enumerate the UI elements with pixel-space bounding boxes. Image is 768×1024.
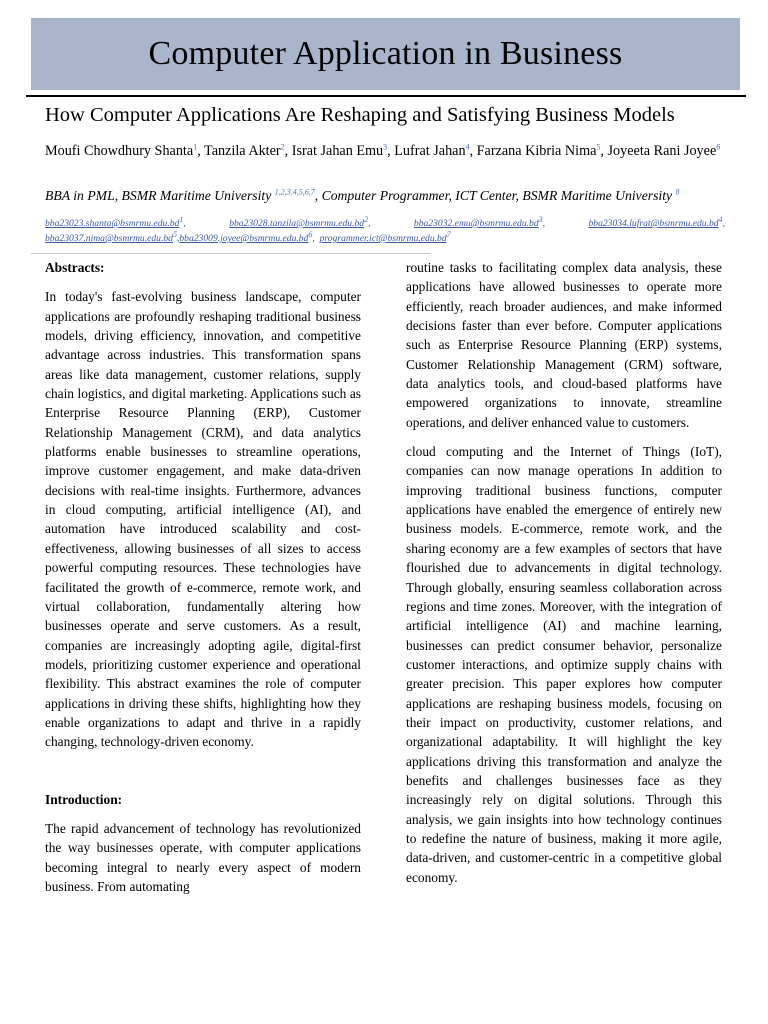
journal-banner — [31, 18, 740, 90]
affiliation-2: Computer Programmer, ICT Center, BSMR Maritime University — [321, 188, 673, 203]
author-name: Lufrat Jahan — [394, 143, 466, 159]
email-sup: 3 — [538, 214, 543, 224]
introduction-paragraph-1-start: The rapid advancement of technology has revolutionized the way businesses operate, with computer applications becoming integral to nearly every aspect of modern business. From automating — [45, 820, 361, 894]
author-sup: 2 — [280, 142, 285, 152]
author-sup: 1 — [193, 142, 198, 152]
email-link[interactable]: bba23009.joyee@bsmrmu.edu.bd — [179, 233, 309, 244]
author-list: Moufi Chowdhury Shanta$^1$, Tanzila Akter$^2$, Israt Jahan Emu$^3$, Lufrat Jahan$^4$, Farzana Kibria Nima$^5$, Joyeeta Rani Joyee$^6$ — [45, 142, 721, 159]
email-link[interactable]: bba23034.lufrat@bsmrmu.edu.bd — [588, 218, 719, 229]
author-sup: 5 — [596, 142, 601, 152]
section-divider — [31, 253, 431, 254]
author-name: Tanzila Akter — [204, 143, 281, 159]
email-link[interactable]: bba23023.shanta@bsmrmu.edu.bd — [45, 218, 180, 229]
author-sup: 6 — [716, 142, 721, 152]
email-link[interactable]: bba23032.emu@bsmrmu.edu.bd — [413, 218, 539, 229]
email-link[interactable]: bba23028.tanzila@bsmrmu.edu.bd — [229, 218, 365, 229]
author-name: Israt Jahan Emu — [291, 143, 384, 159]
abstract-text: In today's fast-evolving business landscape, computer applications are profoundly reshaping traditional business models, driving efficiency, innovation, and competitive advantage across industries. This transformation spans areas like data management, customer relations, supply chain logistics, and digital marketing. Applications such as Enterprise Resource Planning (ERP), Customer Relationship Management (CRM), and data analytics platforms enable businesses to streamline operations, improve customer engagement, and make data-driven decisions with real-time insights. Furthermore, advances in cloud computing, artificial intelligence (AI), and automation have introduced scalability and cost-effectiveness, allowing businesses of all sizes to access powerful computing resources. These technologies have facilitated the growth of e-commerce, remote work, and virtual collaboration, fundamentally altering how businesses operate and serve customers. As a result, companies are increasingly adopting agile, digital-first models, prioritizing customer experience and operational flexibility. This abstract examines the role of computer applications in driving these shifts, highlighting how they enable organizations to adapt and thrive in a rapidly changing, technology-driven economy. — [45, 289, 361, 750]
author-name: Moufi Chowdhury Shanta — [45, 143, 194, 159]
introduction-heading: Introduction: — [45, 791, 123, 807]
email-sup: 7 — [446, 229, 451, 239]
banner-title: Computer Application in Business — [148, 35, 623, 72]
email-sup: 4 — [718, 214, 723, 224]
email-sup: 2 — [364, 214, 369, 224]
right-column — [406, 258, 722, 897]
email-sup: 5 — [172, 229, 177, 239]
affiliations: BBA in PML, BSMR Maritime University $^{1,2,3,4,5,6,7}$, Computer Programmer, ICT Center, BSMR Maritime University $^8$ — [45, 187, 680, 203]
email-sup: 6 — [308, 229, 313, 239]
spacer — [45, 762, 361, 790]
header-rule — [26, 95, 746, 97]
left-column — [45, 258, 361, 906]
author-name: Joyeeta Rani Joyee — [607, 143, 717, 159]
author-name: Farzana Kibria Nima — [476, 143, 597, 159]
introduction-paragraph-1-end: routine tasks to facilitating complex data analysis, these applications have allowed businesses to operate more efficiently, reach broader audiences, and make informed decisions faster than ever before. Computer applications such as Enterprise Resource Planning (ERP) systems, Customer Relationship Management (CRM) software, data analytics tools, and cloud-based platforms have empowered organizations to innovate, streamline operations, and deliver enhanced value to customers. — [406, 260, 722, 430]
email-link[interactable]: programmer.ict@bsmrmu.edu.bd — [319, 233, 447, 244]
introduction-paragraph-2: cloud computing and the Internet of Things (IoT), companies can now manage operations In addition to improving traditional business functions, computer applications have enabled the emergence of entirely new business models. E-commerce, remote work, and the sharing economy are a few examples of sectors that have flourished due to advancements in digital technology. Through globally, ensuring seamless collaboration across regions and time zones. Moreover, with the integration of artificial intelligence (AI) and machine learning, businesses can predict consumer behavior, personalize customer interactions, and optimize supply chains with greater precision. This paper explores how computer applications are reshaping business models, focusing on their impact on productivity, customer relations, and organizational adaptability. It will highlight the key applications driving this transformation and analyze the benefits and challenges businesses face as they increasingly rely on digital solutions. Through this analysis, we gain insights into how technology continues to redefine the nature of business, making it more agile, data-driven, and customer-centric in a competitive global economy. — [406, 444, 722, 885]
email-list: $bba23023.shanta@bsmrmu.edu.bd^1$, $bba23028.tanzila@bsmrmu.edu.bd^2$, $bba23032.emu@bsmrmu.edu.bd^3$, $bba23034.lufrat@bsmrmu.edu.bd^4$, $bba23037.nima@bsmrmu.edu.bd^5,bba23009.joyee@bsmrmu.edu.bd^6$, $programmer.ict@bsmrmu.edu.bd^7$ — [45, 214, 725, 244]
abstract-heading: Abstracts: — [45, 260, 105, 275]
affiliation-2-sup: 8 — [675, 187, 680, 197]
author-sup: 3 — [383, 142, 388, 152]
email-link[interactable]: bba23037.nima@bsmrmu.edu.bd — [45, 233, 173, 244]
affiliation-1-sup: 1,2,3,4,5,6,7 — [274, 187, 315, 197]
paper-title: How Computer Applications Are Reshaping and Satisfying Business Models — [45, 104, 675, 126]
email-sup: 1 — [179, 214, 184, 224]
affiliation-1: BBA in PML, BSMR Maritime University — [45, 188, 272, 203]
author-sup: 4 — [465, 142, 470, 152]
